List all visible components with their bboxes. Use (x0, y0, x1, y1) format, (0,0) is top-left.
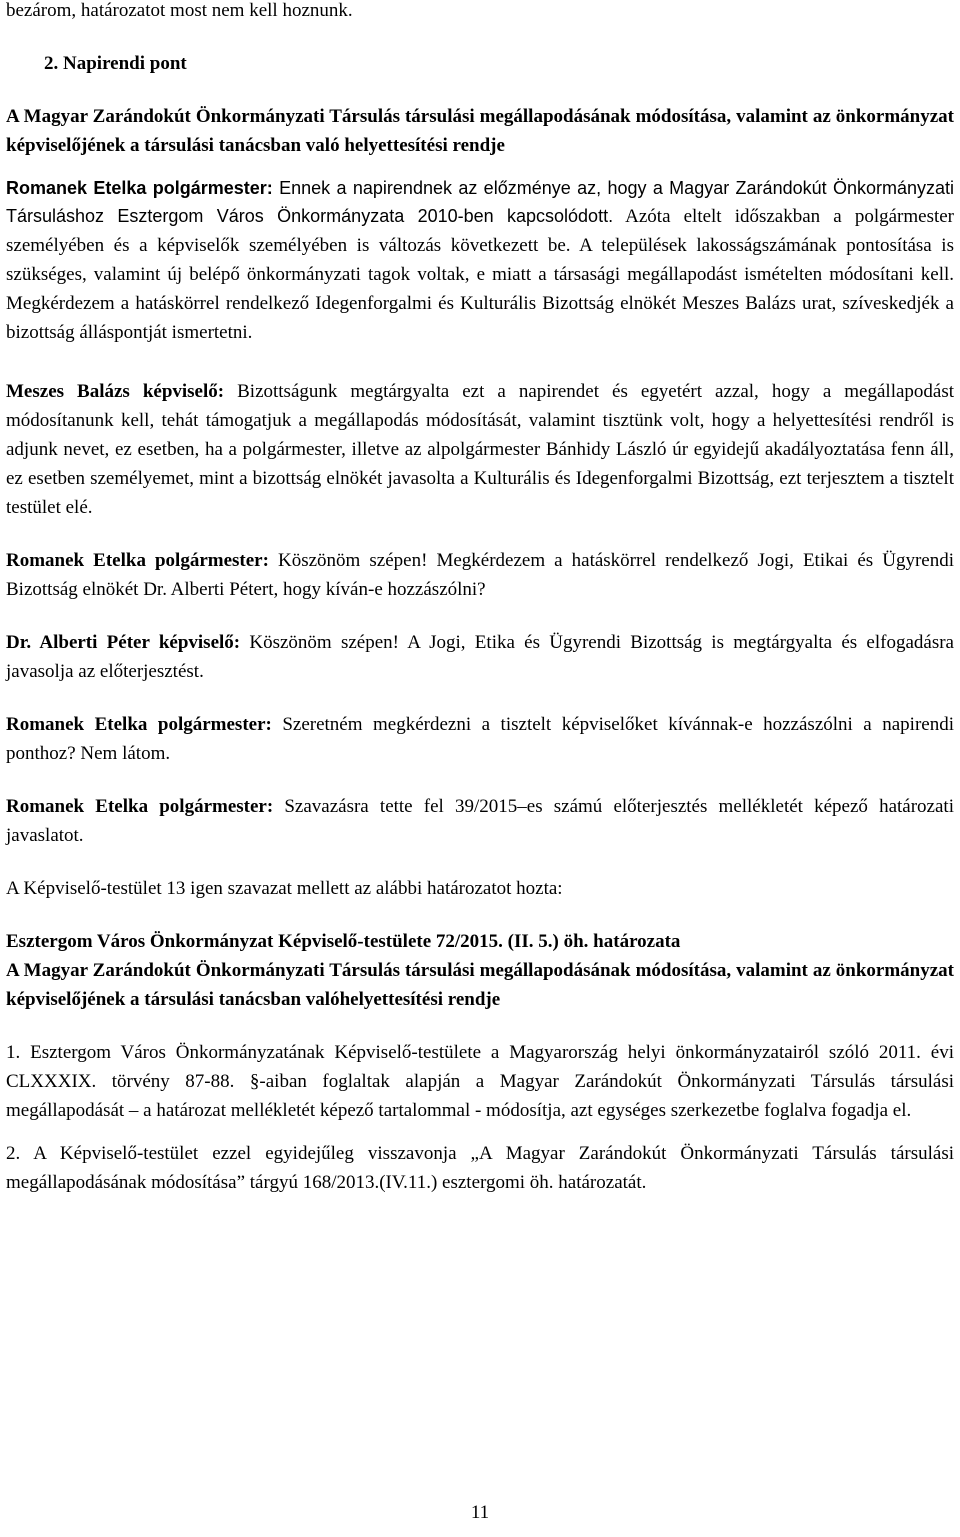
paragraph-alberti (6, 628, 954, 686)
paragraph-romanek-1 (6, 174, 954, 347)
agenda-heading: 2. Napirendi pont (44, 53, 187, 74)
paragraph-text: Köszönöm szépen! A Jogi, Etika és Ügyrendi Bizottság is megtárgyalta és elfogadásra javasolja az előterjesztést. (6, 632, 954, 682)
paragraph-romanek-3 (6, 710, 954, 768)
paragraph-text: Ennek a napirendnek az előzménye az, hogy a Magyar Zarándokút Önkormányzati Társuláshoz Esztergom Város Önkormányzata 2010-ben kapcsolódott. (6, 178, 955, 226)
speaker-name: Dr. Alberti Péter képviselő: (6, 632, 241, 653)
resolution-subject: A Magyar Zarándokút Önkormányzati Társulás társulási megállapodásának módosítása, valamint az önkormányzat képviselőjének a társulási tanácsban valóhelyettesítési rendje (6, 960, 954, 1010)
vote-line: A Képviselő-testület 13 igen szavazat mellett az alábbi határozatot hozta: (6, 878, 563, 899)
agenda-title: A Magyar Zarándokút Önkormányzati Társulás társulási megállapodásának módosítása, valamint az önkormányzat képviselőjének a társulási tanácsban való helyettesítési rendje (6, 106, 954, 156)
intro-line: bezárom, határozatot most nem kell hoznunk. (6, 0, 353, 21)
paragraph-romanek-2 (6, 546, 954, 604)
resolution-item-2: 2. A Képviselő-testület ezzel egyidejűleg visszavonja „A Magyar Zarándokút Önkormányzati Társulás társulási megállapodásának módosítása” tárgyú 168/2013.(IV.11.) esztergomi öh. határozatát. (6, 1143, 954, 1193)
paragraph-meszes (6, 377, 954, 522)
document-page (6, 0, 954, 1197)
paragraph-text: Köszönöm szépen! Megkérdezem a hatáskörrel rendelkező Jogi, Etikai és Ügyrendi Bizottság elnökét Dr. Alberti Pétert, hogy kíván-e hozzászólni? (6, 550, 954, 600)
speaker-name: Romanek Etelka polgármester: (6, 796, 274, 817)
paragraph-text: Szavazásra tette fel 39/2015–es számú előterjesztés mellékletét képező határozati javaslatot. (6, 796, 954, 846)
resolution-title: Esztergom Város Önkormányzat Képviselő-testülete 72/2015. (II. 5.) öh. határozata (6, 931, 681, 952)
page-number: 11 (470, 1502, 490, 1523)
speaker-name: Romanek Etelka polgármester: (6, 714, 272, 735)
paragraph-text: Azóta eltelt időszakban a polgármester személyében és a képviselők személyében is változás következett be. (6, 206, 954, 256)
resolution-item-1: 1. Esztergom Város Önkormányzatának Képviselő-testülete a Magyarország helyi önkormányzatairól szóló 2011. évi CLXXXIX. törvény 87-88. §-aiban foglaltak alapján a Magyar Zarándokút Önkormányzati Társulás társulási megállapodását – a határozat mellékletét képező tartalommal - módosítja, azt egységes szerkezetbe foglalva fogadja el. (6, 1042, 954, 1121)
paragraph-text: Bizottságunk megtárgyalta ezt a napirendet és egyetért azzal, hogy a megállapodást módosítanunk kell, tehát támogatjuk a megállapodás módosítását, valamint tisztünk volt, hogy a helyettesítési rendről is adjunk nevet, ez esetben, ha a polgármester, illetve az alpolgármester Bánhidy László úr egyidejű akadályoztatása fenn áll, ez esetben személyemet, mint a bizottság elnökét javasolta a Kulturális és Idegenforgalmi Bizottság, ezt terjesztem a tisztelt testület elé. (6, 381, 955, 518)
speaker-name: Romanek Etelka polgármester: (6, 550, 269, 571)
speaker-name: Romanek Etelka polgármester: (6, 178, 273, 198)
paragraph-text: A települések lakosságszámának pontosítása is szükséges, valamint új belépő önkormányzati tagok voltak, e miatt a társasági megállapodást ismételten módosítani kell. Megkérdezem a hatáskörrel rendelkező Idegenforgalmi és Kulturális Bizottság elnökét Meszes Balázs urat, szíveskedjék a bizottság álláspontját ismertetni. (6, 235, 954, 343)
speaker-name: Meszes Balázs képviselő: (6, 381, 225, 402)
paragraph-romanek-4 (6, 792, 954, 850)
paragraph-text: Szeretném megkérdezni a tisztelt képviselőket kívánnak-e hozzászólni a napirendi ponthoz? Nem látom. (6, 714, 954, 764)
